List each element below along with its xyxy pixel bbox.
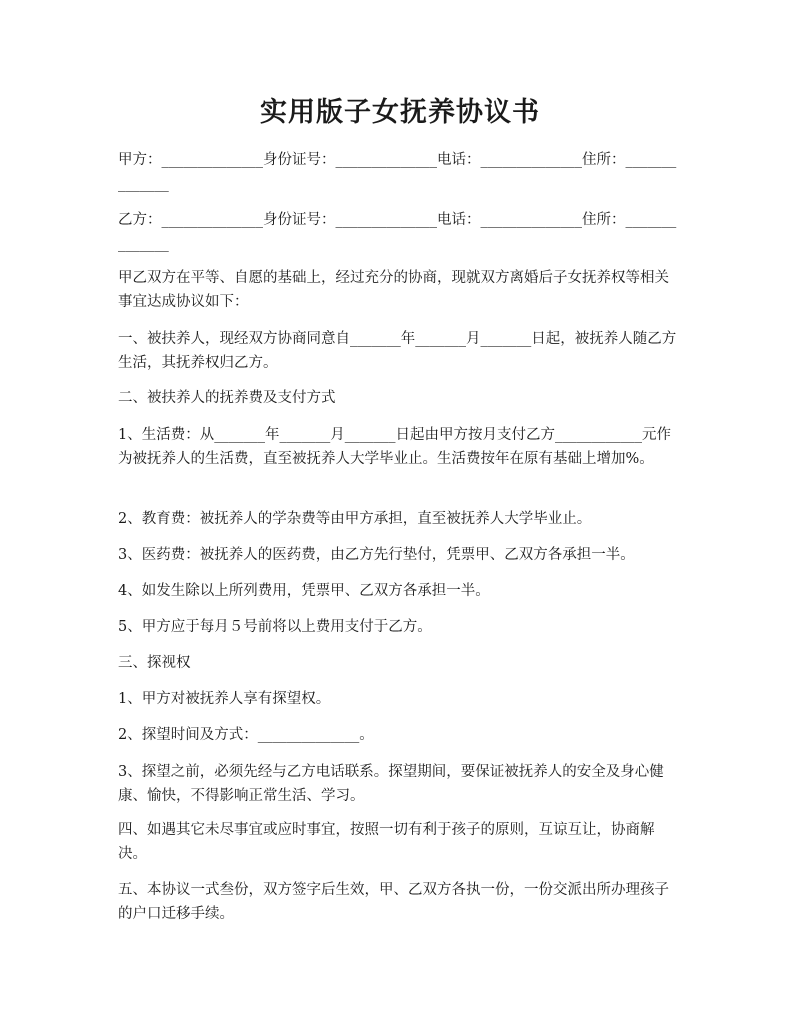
- party-a-info: 甲方：______________身份证号：______________电话：______________住所：______________: [118, 152, 677, 192]
- clause-3-item-3: 3、探望之前，必须先经与乙方电话联系。探望期间，要保证被抚养人的安全及身心健康、愉快，不得影响正常生活、学习。: [118, 764, 664, 804]
- clause-3-heading: 三、探视权: [118, 655, 191, 671]
- clause-2-item-1: 1、生活费：从_______年_______月_______日起由甲方按月支付乙方____________元作为被抚养人的生活费，直至被抚养人大学毕业止。生活费按年在原有基础上增加%。: [118, 427, 671, 467]
- clause-2-item-3: 3、医药费：被抚养人的医药费，由乙方先行垫付，凭票甲、乙双方各承担一半。: [118, 547, 635, 563]
- clause-1: 一、被扶养人，现经双方协商同意自_______年_______月_______日起，被抚养人随乙方生活，其抚养权归乙方。: [118, 331, 677, 371]
- party-b-info: 乙方：______________身份证号：______________电话：______________住所：______________: [118, 212, 677, 252]
- clause-2-item-5: 5、甲方应于每月５号前将以上费用支付于乙方。: [118, 619, 432, 635]
- clause-2-item-2: 2、教育费：被抚养人的学杂费等由甲方承担，直至被抚养人大学毕业止。: [118, 511, 592, 527]
- document-title: 实用版子女抚养协议书: [260, 97, 540, 128]
- clause-3-item-2: 2、探望时间及方式：______________。: [118, 727, 374, 743]
- preamble: 甲乙双方在平等、自愿的基础上，经过充分的协商，现就双方离婚后子女抚养权等相关事宜达成协议如下：: [118, 270, 669, 310]
- clause-4: 四、如遇其它未尽事宜或应时事宜，按照一切有利于孩子的原则，互谅互让，协商解决。: [118, 822, 655, 862]
- clause-5: 五、本协议一式叁份，双方签字后生效，甲、乙双方各执一份，一份交派出所办理孩子的户口迁移手续。: [118, 882, 669, 922]
- clause-2-heading: 二、被扶养人的抚养费及支付方式: [118, 390, 336, 406]
- clause-2-item-4: 4、如发生除以上所列费用，凭票甲、乙双方各承担一半。: [118, 583, 490, 599]
- clause-3-item-1: 1、甲方对被抚养人享有探望权。: [118, 691, 331, 707]
